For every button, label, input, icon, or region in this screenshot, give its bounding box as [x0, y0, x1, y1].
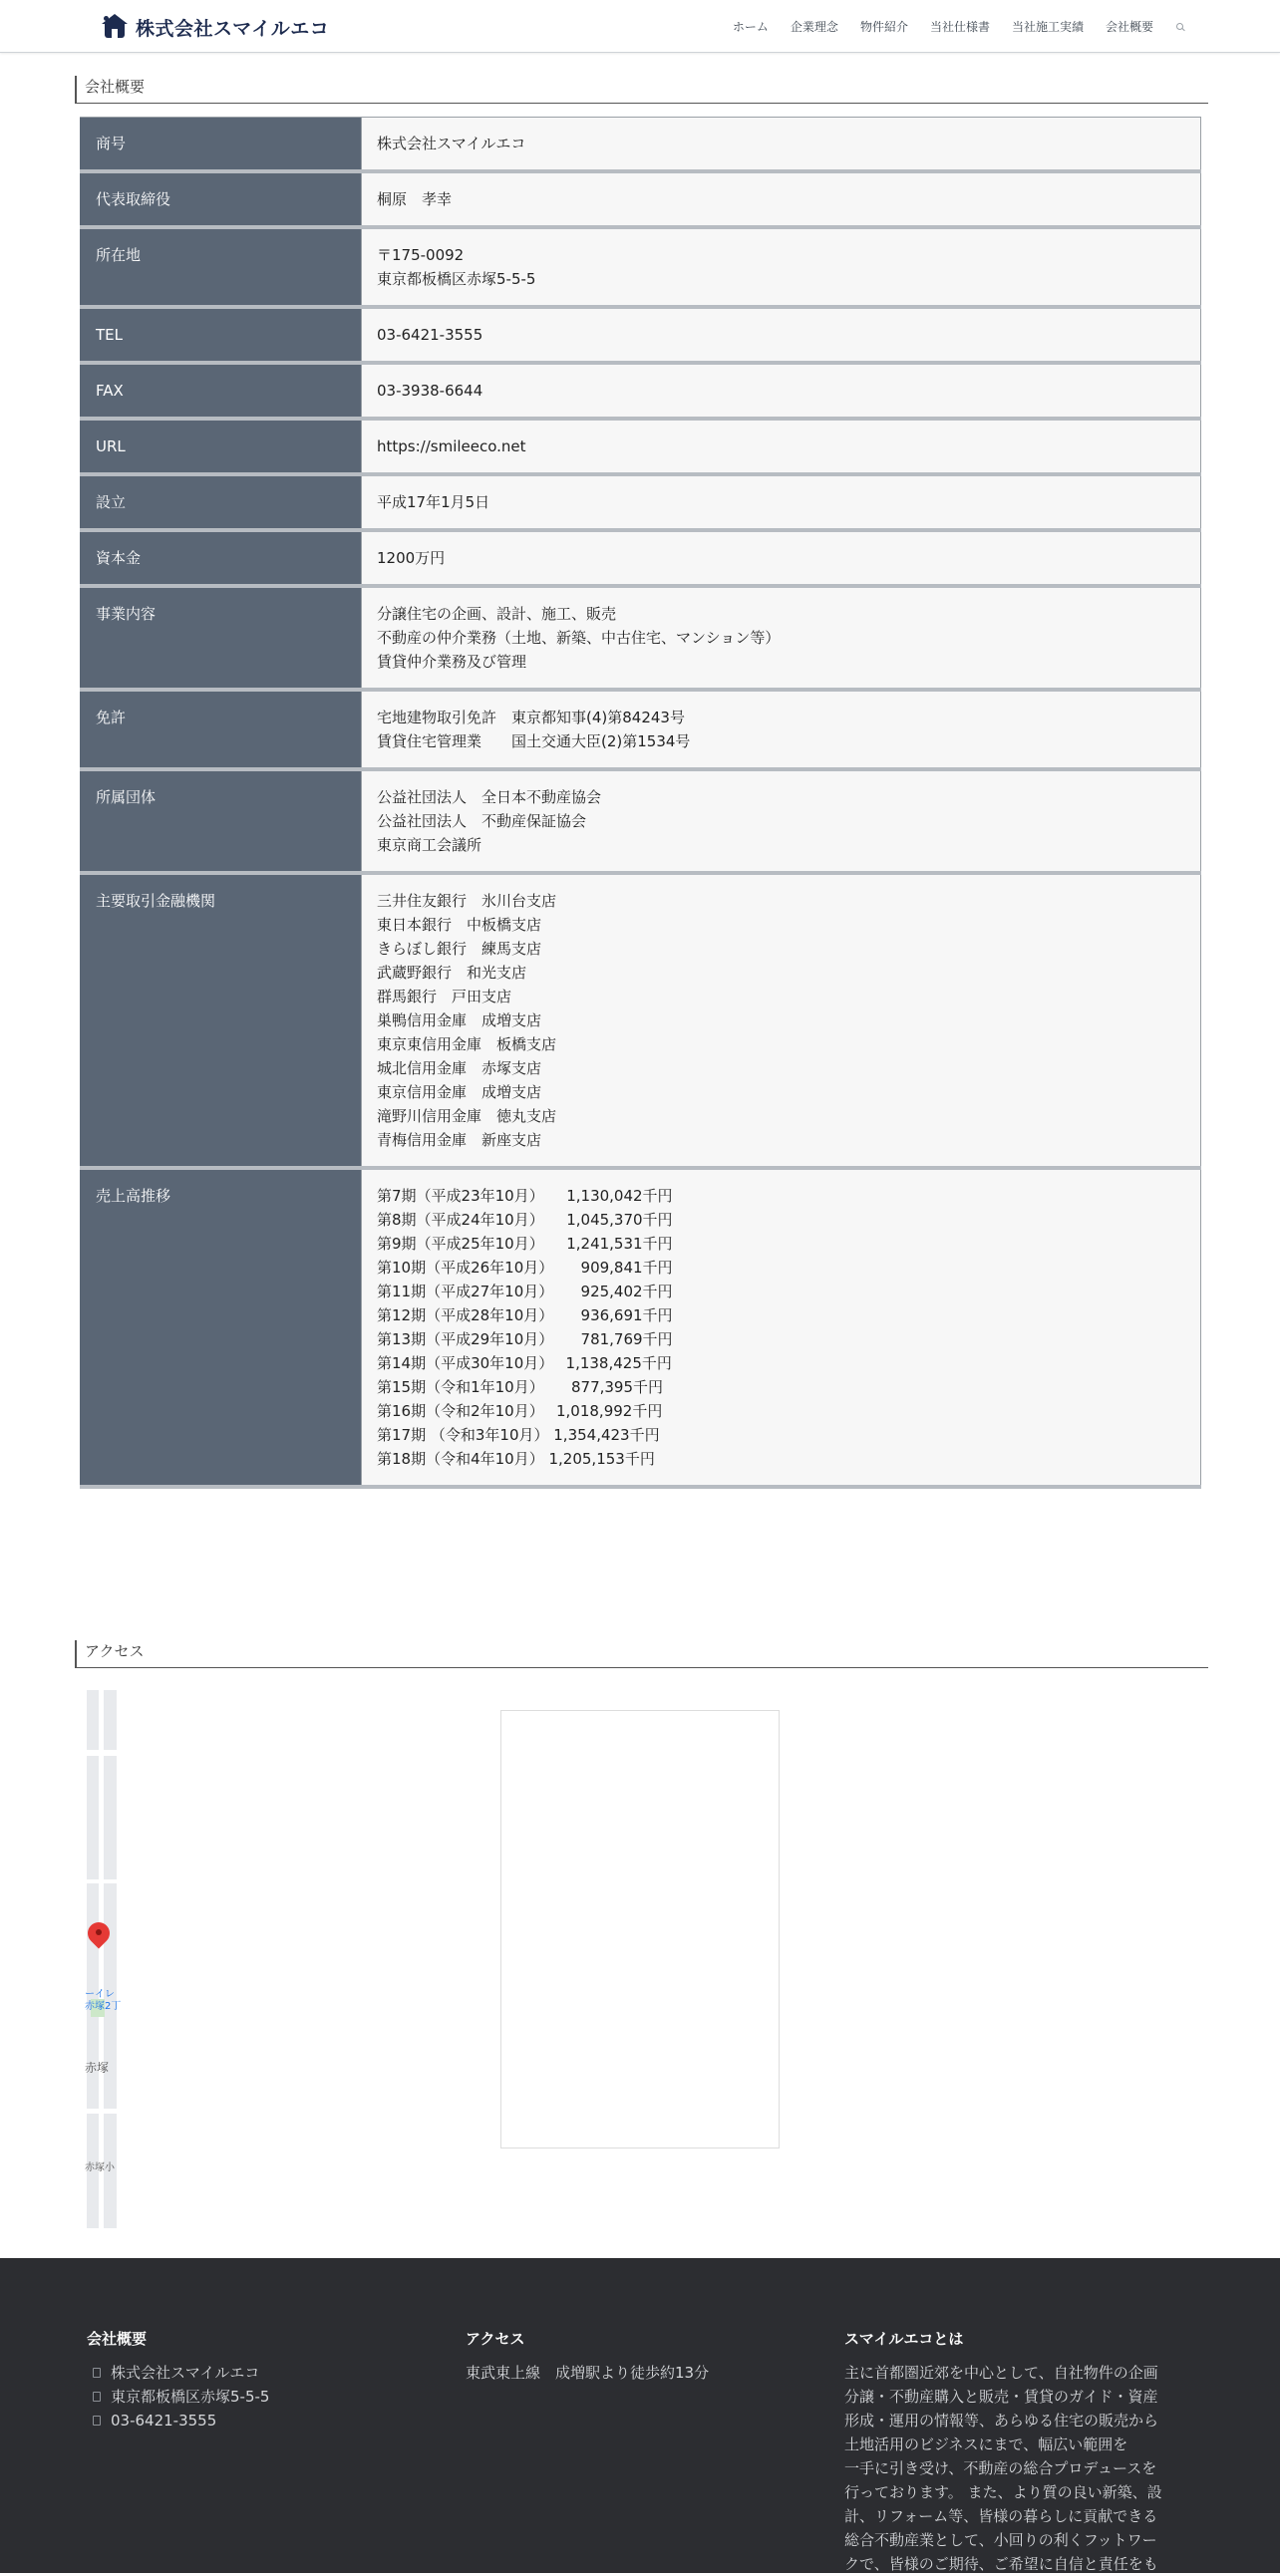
value-line: 平成17年1月5日 — [377, 493, 490, 511]
footer-company — [87, 2328, 416, 2433]
value-line: 東京都板橋区赤塚5-5-5 — [377, 270, 536, 288]
map-label: 赤塚2丁 — [85, 2001, 122, 2012]
row-value — [361, 1170, 1201, 1485]
table-row — [80, 421, 1201, 476]
row-value — [361, 173, 1201, 225]
value-line: 第17期 （令和3年10月） 1,354,423千円 — [377, 1426, 660, 1444]
value-line: 株式会社スマイルエコ — [377, 135, 526, 152]
about-line: 形成・運用の情報等、あらゆる住宅の販売から — [844, 2412, 1159, 2430]
row-value — [361, 692, 1201, 767]
about-line: 主に首都圏近郊を中心として、自社物件の企画 — [844, 2364, 1158, 2382]
footer-about-title: スマイルエコとは — [844, 2330, 964, 2348]
table-row — [80, 1170, 1201, 1489]
row-value — [361, 476, 1201, 528]
table-row — [80, 365, 1201, 421]
site-footer — [0, 2258, 1280, 2573]
main-nav — [733, 0, 1185, 53]
value-line: 巣鴨信用金庫 成増支店 — [377, 1011, 542, 1029]
value-line: 1200万円 — [377, 549, 446, 567]
value-line: 第10期（平成26年10月） 909,841千円 — [377, 1259, 673, 1277]
table-row — [80, 588, 1201, 692]
value-line: 三井住友銀行 氷川台支店 — [377, 892, 557, 910]
nav-properties[interactable]: 物件紹介 — [859, 20, 908, 34]
value-line: 第11期（平成27年10月） 925,402千円 — [377, 1283, 673, 1300]
footer-address: 東京都板橋区赤塚5-5-5 — [87, 2385, 416, 2409]
map-pin-icon[interactable] — [88, 1922, 110, 1952]
value-line[interactable]: https://smileeco.net — [377, 437, 526, 455]
nav-home[interactable]: ホーム — [732, 20, 769, 34]
value-line: 不動産の仲介業務（土地、新築、中古住宅、マンション等） — [377, 629, 781, 647]
row-label: 代表取締役 — [80, 173, 361, 225]
map-road — [99, 1690, 104, 2228]
company-info-table — [80, 117, 1201, 1489]
table-row — [80, 309, 1201, 365]
value-line: 武蔵野銀行 和光支店 — [377, 964, 527, 982]
value-line: 城北信用金庫 赤塚支店 — [377, 1059, 542, 1077]
about-line: 一手に引き受け、不動産の総合プロデュースを — [844, 2459, 1157, 2477]
footer-company-name: 株式会社スマイルエコ — [87, 2361, 416, 2385]
nav-philosophy[interactable]: 企業理念 — [790, 20, 838, 34]
value-line: 滝野川信用金庫 徳丸支店 — [377, 1107, 557, 1125]
value-line: 第14期（平成30年10月） 1,138,425千円 — [377, 1354, 672, 1372]
value-line: 〒175-0092 — [377, 246, 465, 264]
map-label: 赤塚 — [85, 2061, 110, 2075]
value-line: 第7期（平成23年10月） 1,130,042千円 — [377, 1187, 673, 1205]
row-value — [361, 118, 1201, 169]
value-line: 第12期（平成28年10月） 936,691千円 — [377, 1306, 673, 1324]
value-line: 第8期（平成24年10月） 1,045,370千円 — [377, 1211, 673, 1229]
value-line: 03-3938-6644 — [377, 382, 483, 400]
table-row — [80, 875, 1201, 1170]
map-label: 赤塚小 — [85, 2162, 115, 2173]
logo-text: 株式会社スマイルエコ — [136, 17, 330, 40]
value-line: 桐原 孝幸 — [377, 190, 453, 208]
footer-company-title: 会社概要 — [87, 2330, 148, 2348]
row-label: URL — [80, 421, 361, 472]
nav-works[interactable]: 当社施工実績 — [1011, 20, 1084, 34]
about-line: 土地活用のビジネスにまで、幅広い範囲を — [844, 2435, 1128, 2453]
row-label: 事業内容 — [80, 588, 361, 688]
site-logo[interactable] — [102, 14, 329, 40]
value-line: 第9期（平成25年10月） 1,241,531千円 — [377, 1235, 673, 1253]
nav-company[interactable]: 会社概要 — [1105, 20, 1153, 34]
location-icon — [93, 2392, 101, 2402]
phone-icon — [93, 2416, 101, 2426]
row-label: 設立 — [80, 476, 361, 528]
table-row — [80, 771, 1201, 875]
table-row — [80, 229, 1201, 309]
about-line: クで、皆様のご期待、ご希望に自信と責任をも — [844, 2555, 1158, 2573]
site-header — [0, 0, 1280, 53]
row-value — [361, 771, 1201, 871]
table-row — [80, 117, 1201, 173]
row-label: 所属団体 — [80, 771, 361, 871]
value-line: 賃貸仲介業務及び管理 — [377, 653, 527, 671]
row-label: FAX — [80, 365, 361, 417]
value-line: 03-6421-3555 — [377, 326, 483, 344]
value-line: 賃貸住宅管理業 国土交通大臣(2)第1534号 — [377, 732, 691, 750]
footer-phone[interactable]: 03-6421-3555 — [87, 2409, 416, 2433]
row-value — [361, 588, 1201, 688]
row-value — [361, 365, 1201, 417]
map-road — [87, 1879, 117, 1883]
value-line: 群馬銀行 戸田支店 — [377, 988, 512, 1005]
value-line: 第15期（令和1年10月） 877,395千円 — [377, 1378, 664, 1396]
row-value — [361, 532, 1201, 584]
row-value — [361, 229, 1201, 305]
row-label: 免許 — [80, 692, 361, 767]
map-label: ーイレ — [85, 1989, 115, 2000]
house-logo-icon — [102, 14, 128, 40]
map-road — [87, 2109, 117, 2114]
about-line: 分譲・不動産購入と販売・賃貸のガイド・資産 — [844, 2388, 1158, 2406]
value-line: 分譲住宅の企画、設計、施工、販売 — [377, 605, 617, 623]
footer-access-title: アクセス — [466, 2330, 525, 2348]
table-row — [80, 532, 1201, 588]
value-line: 東日本銀行 中板橋支店 — [377, 916, 542, 934]
value-line: 宅地建物取引免許 東京都知事(4)第84243号 — [377, 709, 685, 726]
google-map[interactable] — [85, 1690, 122, 2228]
footer-access-text: 東武東上線 成増駅より徒歩約13分 — [466, 2364, 710, 2382]
about-line: 計、リフォーム等、皆様の暮らしに貢献できる — [844, 2507, 1158, 2525]
value-line: 東京商工会議所 — [377, 836, 482, 854]
table-row — [80, 476, 1201, 532]
row-value — [361, 309, 1201, 361]
table-row — [80, 692, 1201, 771]
value-line: 第18期（令和4年10月） 1,205,153千円 — [377, 1450, 655, 1468]
value-line: 東京東信用金庫 板橋支店 — [377, 1035, 557, 1053]
footer-access — [466, 2328, 795, 2385]
embedded-frame — [500, 1710, 780, 2148]
company-section-title: 会社概要 — [75, 76, 1208, 104]
search-icon[interactable] — [1175, 22, 1185, 32]
value-line: 公益社団法人 不動産保証協会 — [377, 812, 587, 830]
row-label: 所在地 — [80, 229, 361, 305]
value-line: 東京信用金庫 成増支店 — [377, 1083, 542, 1101]
table-row — [80, 173, 1201, 229]
about-line: 行っております。 また、より質の良い新築、設 — [844, 2483, 1162, 2501]
row-value — [361, 875, 1201, 1166]
value-line: 第13期（平成29年10月） 781,769千円 — [377, 1330, 673, 1348]
value-line: きらぼし銀行 練馬支店 — [377, 940, 542, 958]
row-label: 主要取引金融機関 — [80, 875, 361, 1166]
footer-about — [844, 2328, 1183, 2576]
row-label: 資本金 — [80, 532, 361, 584]
nav-specifications[interactable]: 当社仕様書 — [929, 20, 990, 34]
row-label: 売上高推移 — [80, 1170, 361, 1485]
value-line: 公益社団法人 全日本不動産協会 — [377, 788, 602, 806]
access-section-title: アクセス — [75, 1640, 1208, 1668]
building-icon — [93, 2368, 101, 2378]
value-line: 青梅信用金庫 新座支店 — [377, 1131, 542, 1149]
row-label: 商号 — [80, 118, 361, 169]
about-line: 総合不動産業として、小回りの利くフットワー — [844, 2531, 1157, 2549]
value-line: 第16期（令和2年10月） 1,018,992千円 — [377, 1402, 663, 1420]
footer-about-text — [844, 2361, 1183, 2576]
row-value — [361, 421, 1201, 472]
row-label: TEL — [80, 309, 361, 361]
